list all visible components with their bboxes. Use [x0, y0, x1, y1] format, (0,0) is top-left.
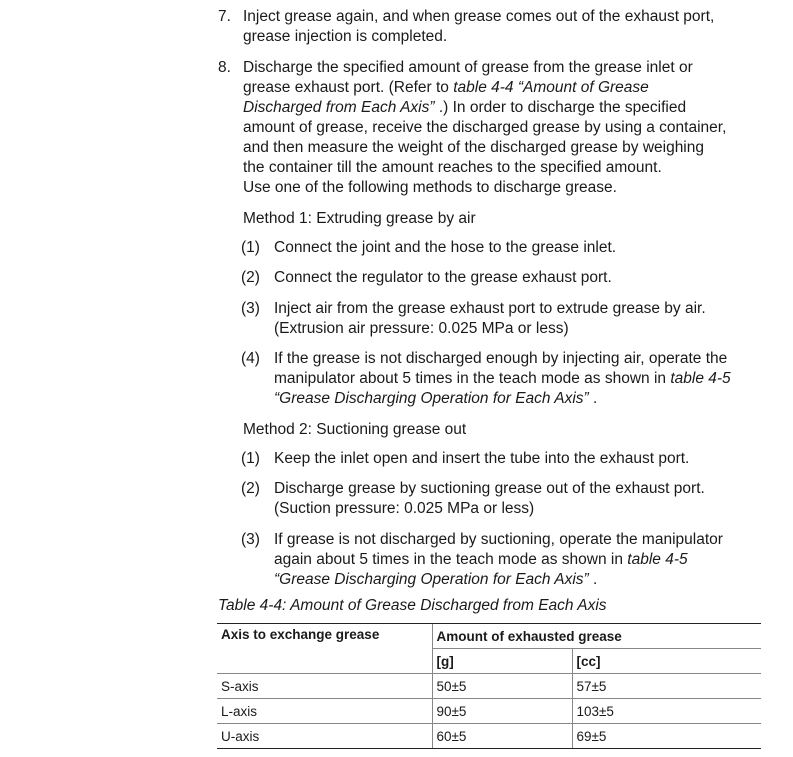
table-reference: “Grease Discharging Operation for Each Axis”: [274, 390, 589, 407]
header-unit-cc: [cc]: [572, 649, 761, 674]
table-row: [217, 699, 761, 724]
cell-cc: 69±5: [572, 724, 761, 749]
item-text-line: Keep the inlet open and insert the tube into the exhaust port.: [274, 450, 690, 467]
item-number: (3): [241, 300, 260, 317]
item-text-line: If grease is not discharged by suctioning, operate the manipulator: [274, 531, 723, 548]
table-row: [217, 674, 761, 699]
step-number: 7.: [218, 8, 231, 25]
cell-g: 90±5: [432, 699, 572, 724]
item-text: again about 5 times in the teach mode as shown in: [274, 551, 628, 568]
table-reference: table 4-4 “Amount of Grease: [453, 79, 649, 96]
item-text-line: (Extrusion air pressure: 0.025 MPa or less): [274, 320, 569, 337]
step-text-line: grease injection is completed.: [243, 28, 448, 45]
cell-g: 50±5: [432, 674, 572, 699]
item-text-line: Connect the regulator to the grease exhaust port.: [274, 269, 612, 286]
step-text-line: Inject grease again, and when grease comes out of the exhaust port,: [243, 8, 715, 25]
item-text: .: [588, 390, 598, 407]
item-text: manipulator about 5 times in the teach mode as shown in: [274, 370, 671, 387]
header-amount: Amount of exhausted grease: [432, 624, 761, 649]
table-caption: Table 4-4: Amount of Grease Discharged from Each Axis: [218, 597, 607, 614]
table-reference: table 4-5: [670, 370, 731, 387]
step-text-line: Use one of the following methods to discharge grease.: [243, 179, 617, 196]
step-text-line: Discharge the specified amount of grease from the grease inlet or: [243, 59, 693, 76]
header-axis: Axis to exchange grease: [217, 624, 432, 674]
item-text-line: (Suction pressure: 0.025 MPa or less): [274, 500, 535, 517]
cell-g: 60±5: [432, 724, 572, 749]
header-unit-g: [g]: [432, 649, 572, 674]
table-row: [217, 724, 761, 749]
item-text-line: If the grease is not discharged enough by injecting air, operate the: [274, 350, 728, 367]
step-number: 8.: [218, 59, 231, 76]
step-text-line: the container till the amount reaches to the specified amount.: [243, 159, 662, 176]
method-title: Method 1: Extruding grease by air: [243, 210, 476, 227]
step-text-line: and then measure the weight of the discharged grease by weighing: [243, 139, 704, 156]
cell-axis: U-axis: [217, 724, 432, 749]
table-reference: Discharged from Each Axis”: [243, 99, 435, 116]
item-number: (2): [241, 269, 260, 286]
step-text: .) In order to discharge the specified: [434, 99, 687, 116]
item-text-line: Connect the joint and the hose to the grease inlet.: [274, 239, 617, 256]
item-number: (1): [241, 450, 260, 467]
table-reference: table 4-5: [627, 551, 688, 568]
step-text-line: [243, 98, 686, 118]
cell-axis: S-axis: [217, 674, 432, 699]
step-text-line: amount of grease, receive the discharged grease by using a container,: [243, 119, 727, 136]
item-text-line: Discharge grease by suctioning grease out of the exhaust port.: [274, 480, 705, 497]
item-number: (4): [241, 350, 260, 367]
item-text-line: [274, 570, 597, 590]
item-text-line: Inject air from the grease exhaust port to extrude grease by air.: [274, 300, 706, 317]
step-text: grease exhaust port. (Refer to: [243, 79, 454, 96]
method-title: Method 2: Suctioning grease out: [243, 421, 467, 438]
cell-axis: L-axis: [217, 699, 432, 724]
table-reference: “Grease Discharging Operation for Each Axis”: [274, 571, 589, 588]
cell-cc: 57±5: [572, 674, 761, 699]
item-text-line: [274, 369, 731, 389]
item-number: (1): [241, 239, 260, 256]
step-text-line: [243, 78, 649, 98]
item-number: (2): [241, 480, 260, 497]
cell-cc: 103±5: [572, 699, 761, 724]
item-text-line: [274, 550, 688, 570]
item-number: (3): [241, 531, 260, 548]
grease-amount-table: [217, 623, 761, 749]
item-text-line: [274, 389, 597, 409]
item-text: .: [588, 571, 598, 588]
